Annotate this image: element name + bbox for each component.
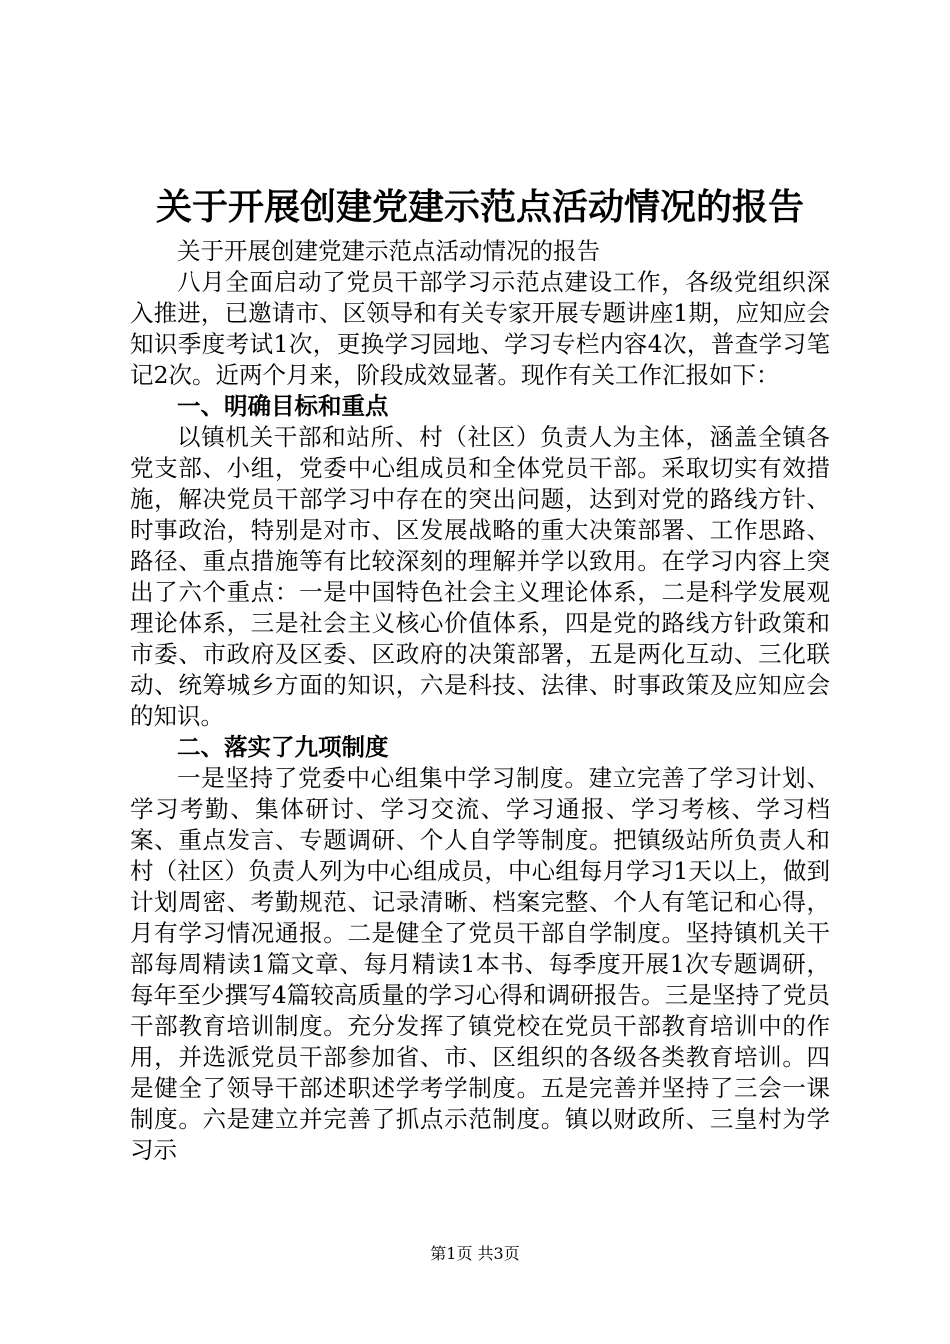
paragraph: 一是坚持了党委中心组集中学习制度。建立完善了学习计划、学习考勤、集体研讨、学习交流、学习通报、学习考核、学习档案、重点发言、专题调研、个人自学等制度。把镇级站所负责人和村（社区）负责人列为中心组成员，中心组每月学习1天以上，做到计划周密、考勤规范、记录清晰、档案完整、个人有笔记和心得，月有学习情况通报。二是健全了党员干部自学制度。坚持镇机关干部每周精读1篇文章、每月精读1本书、每季度开展1次专题调研，每年至少撰写4篇较高质量的学习心得和调研报告。三是坚持了党员干部教育培训制度。充分发挥了镇党校在党员干部教育培训中的作用，并选派党员干部参加省、市、区组织的各级各类教育培训。四是健全了领导干部述职述学考学制度。五是完善并坚持了三会一课制度。六是建立并完善了抓点示范制度。镇以财政所、三皇村为学习示 [130,764,830,1164]
paragraph: 八月全面启动了党员干部学习示范点建设工作，各级党组织深入推进，已邀请市、区领导和有关专家开展专题讲座1期，应知应会知识季度考试1次，更换学习园地、学习专栏内容4次，普查学习笔记2次。近两个月来，阶段成效显著。现作有关工作汇报如下： [130,268,830,389]
section-heading: 二、落实了九项制度 [177,733,389,761]
section-heading: 一、明确目标和重点 [177,392,389,420]
paragraph: 以镇机关干部和站所、村（社区）负责人为主体，涵盖全镇各党支部、小组，党委中心组成员和全体党员干部。采取切实有效措施，解决党员干部学习中存在的突出问题，达到对党的路线方针、时事政治，特别是对市、区发展战略的重大决策部署、工作思路、路径、重点措施等有比较深刻的理解并学以致用。在学习内容上突出了六个重点：一是中国特色社会主义理论体系，二是科学发展观理论体系，三是社会主义核心价值体系，四是党的路线方针政策和市委、市政府及区委、区政府的决策部署，五是两化互动、三化联动、统筹城乡方面的知识，六是科技、法律、时事政策及应知应会的知识。 [130,423,830,730]
page-number-footer: 第1页 共3页 [430,1244,520,1263]
paragraph: 关于开展创建党建示范点活动情况的报告 [177,237,600,265]
document-title: 关于开展创建党建示范点活动情况的报告 [155,187,804,228]
document-body [130,236,830,1166]
